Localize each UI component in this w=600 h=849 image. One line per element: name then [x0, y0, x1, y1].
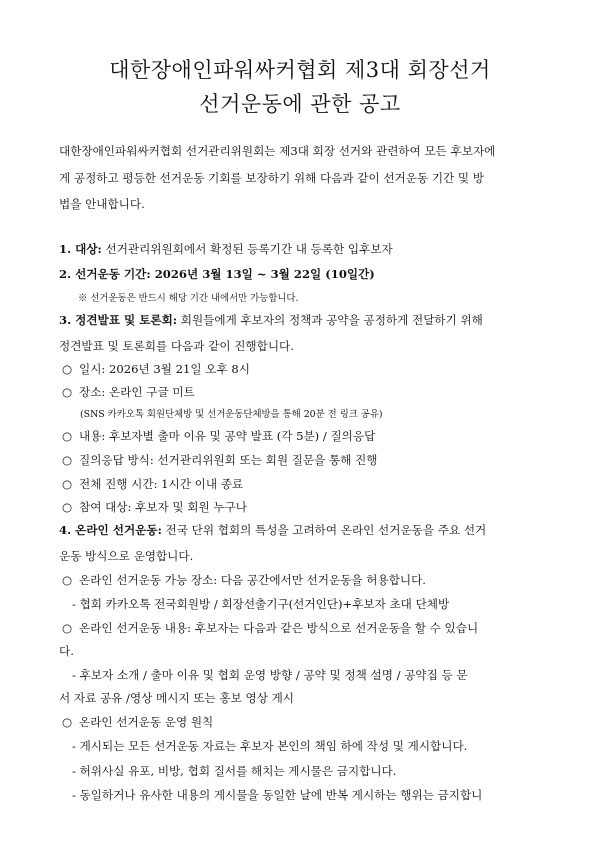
section-3-text: 회원들에게 후보자의 정책과 공약을 공정하게 전달하기 위해	[177, 313, 483, 327]
section-4-heading: 4. 온라인 선거운동:	[59, 523, 162, 537]
section-3	[59, 312, 483, 328]
section-4-text: 전국 단위 협회의 특성을 고려하여 온라인 선거운동을 주요 선거	[161, 523, 487, 537]
intro-line-3: 법을 안내합니다.	[59, 197, 145, 211]
section-3-text-cont: 정견발표 및 토론회를 다음과 같이 진행합니다.	[59, 339, 294, 353]
section-1-text: 선거관리위원회에서 확정된 등록기간 내 등록한 입후보자	[101, 242, 393, 256]
content-text: 내용: 후보자별 출마 이유 및 공약 발표 (각 5분) / 질의응답	[79, 429, 376, 443]
title-line-2: 선거운동에 관한 공고	[199, 92, 401, 116]
section-4-content	[62, 620, 478, 636]
qa-text: 질의응답 방식: 선거관리위원회 또는 회원 질문을 통해 진행	[79, 453, 378, 467]
section-4-places	[62, 572, 426, 588]
title-line-1: 대한장애인파워싸커협회 제3대 회장선거	[109, 58, 491, 82]
place-text: 장소: 온라인 구글 미트	[79, 385, 195, 399]
duration-text: 전체 진행 시간: 1시간 이내 종료	[79, 477, 244, 491]
section-3-date	[62, 361, 250, 377]
section-4-content-item-2: 서 자료 공유 /영상 메시지 또는 홍보 영상 게시	[59, 691, 294, 705]
circle-bullet: ○	[62, 477, 73, 491]
section-3-content	[62, 428, 375, 444]
section-1-heading: 1. 대상:	[59, 242, 102, 256]
section-4-content-cont: 다.	[59, 644, 74, 658]
section-4-content-item-1: - 후보자 소개 / 출마 이유 및 협회 운영 방향 / 공약 및 정책 설명 / 공약집 등 문	[72, 668, 468, 682]
section-2-note: ※ 선거운동은 반드시 해당 기간 내에서만 가능합니다.	[78, 293, 299, 304]
circle-bullet: ○	[62, 500, 73, 514]
section-4-principles	[62, 714, 213, 730]
intro-line-2: 게 공정하고 평등한 선거운동 기회를 보장하기 위해 다음과 같이 선거운동 기간 및 방	[59, 171, 485, 185]
section-3-heading: 3. 정견발표 및 토론회:	[59, 313, 178, 327]
section-3-target	[62, 499, 247, 515]
section-2	[59, 266, 375, 282]
target-text: 참여 대상: 후보자 및 회원 누구나	[79, 500, 247, 514]
principle-2: - 허위사실 유포, 비방, 협회 질서를 해치는 게시물은 금지합니다.	[72, 764, 397, 778]
circle-bullet: ○	[62, 362, 73, 376]
section-3-duration	[62, 476, 243, 492]
section-3-place-note: (SNS 카카오톡 회원단체방 및 선거운동단체방을 통해 20분 전 링크 공유)	[80, 409, 383, 420]
intro-line-1: 대한장애인파워싸커협회 선거관리위원회는 제3대 회장 선거와 관련하여 모든 후보자에	[59, 144, 496, 158]
section-1	[59, 241, 393, 257]
places-text: 온라인 선거운동 가능 장소: 다음 공간에서만 선거운동을 허용합니다.	[79, 573, 426, 587]
section-4	[59, 522, 486, 538]
date-text: 일시: 2026년 3월 21일 오후 8시	[79, 362, 250, 376]
principle-1: - 게시되는 모든 선거운동 자료는 후보자 본인의 책임 하에 작성 및 게시합니다.	[72, 739, 468, 753]
principle-3: - 동일하거나 유사한 내용의 게시물을 동일한 날에 반복 게시하는 행위는 금지합니	[72, 788, 483, 802]
circle-bullet: ○	[62, 621, 73, 635]
content1-text: 온라인 선거운동 내용: 후보자는 다음과 같은 방식으로 선거운동을 할 수 있습니	[79, 621, 479, 635]
circle-bullet: ○	[62, 429, 73, 443]
circle-bullet: ○	[62, 573, 73, 587]
section-4-places-item: - 협회 카카오톡 전국회원방 / 회장선출기구(선거인단)+후보자 초대 단체방	[72, 597, 450, 611]
section-3-qa	[62, 452, 378, 468]
section-4-text-cont: 운동 방식으로 운영합니다.	[59, 549, 194, 563]
section-3-place	[62, 384, 195, 400]
principles-text: 온라인 선거운동 운영 원칙	[79, 715, 214, 729]
circle-bullet: ○	[62, 453, 73, 467]
circle-bullet: ○	[62, 385, 73, 399]
section-2-heading: 2. 선거운동 기간: 2026년 3월 13일 ~ 3월 22일 (10일간)	[59, 267, 375, 281]
circle-bullet: ○	[62, 715, 73, 729]
